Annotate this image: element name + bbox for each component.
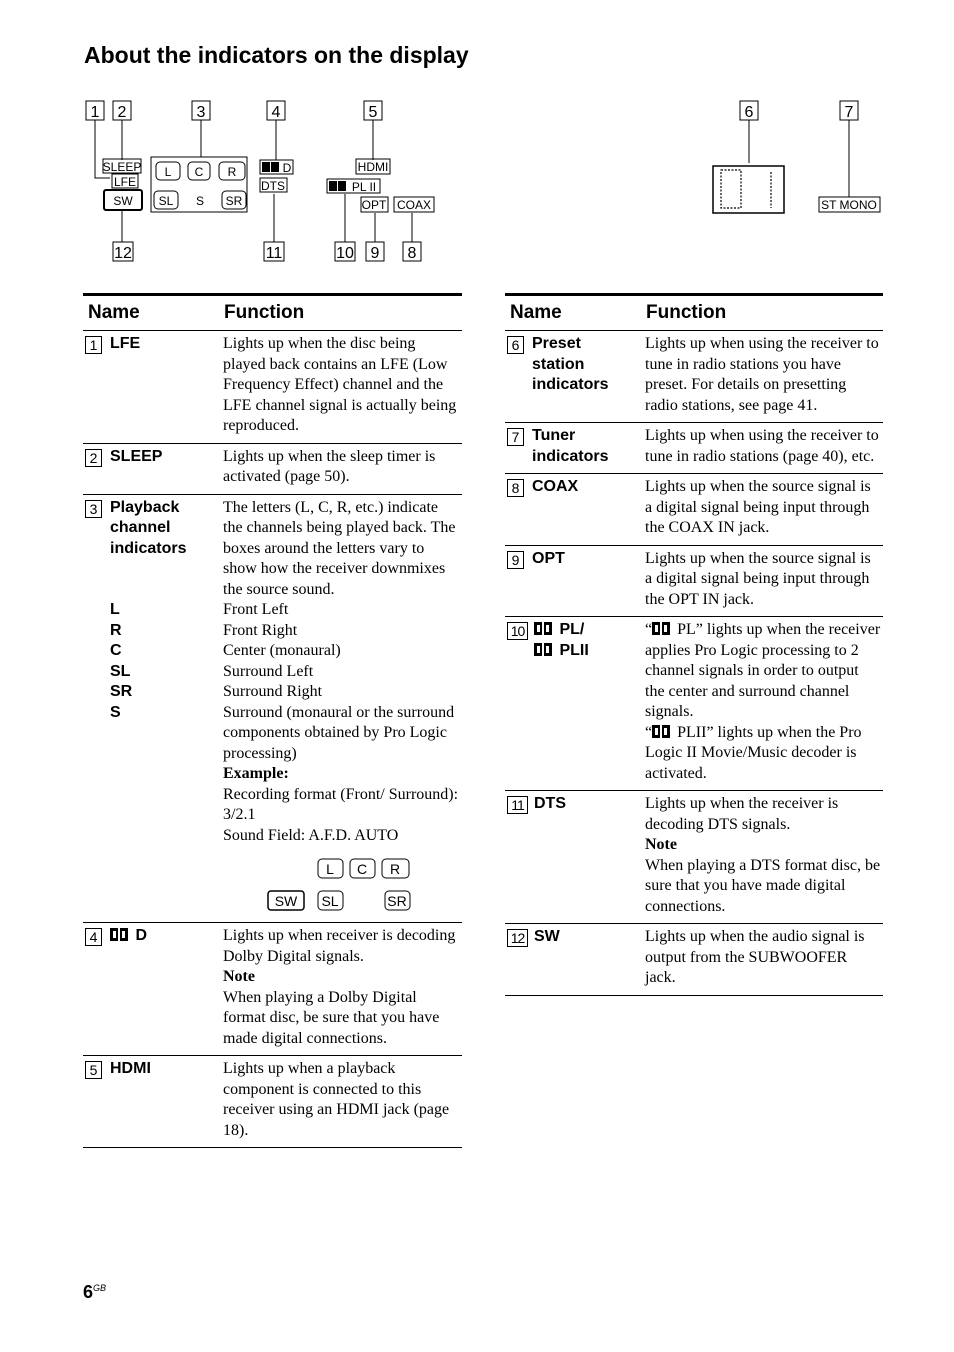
dts-indicator: DTS: [261, 179, 285, 193]
table-row: [505, 791, 883, 924]
row-number: 8: [507, 479, 524, 497]
row-function: Lights up when the source signal is a digital signal being input through the COAX IN jack.: [641, 474, 883, 546]
function-header: Function: [641, 295, 883, 331]
sleep-indicator: SLEEP: [102, 160, 142, 174]
note-heading: Note: [223, 968, 255, 985]
row-name-line: Preset: [532, 335, 581, 352]
page-number: [83, 1282, 106, 1303]
callout-8: 8: [407, 245, 417, 262]
row-name: SW: [534, 928, 560, 945]
row-number: 7: [507, 428, 524, 446]
row-function: PL” lights up when the receiver applies Pro Logic processing to 2 channel signals in order to output the center and surround channel signals.: [645, 621, 881, 720]
row-function: Lights up when a playback component is connected to this receiver using an HDMI jack (page 18).: [219, 1056, 462, 1148]
display-diagram: [0, 90, 954, 280]
row-name: PLII: [559, 641, 589, 659]
table-row: [505, 474, 883, 546]
row-number: 2: [85, 449, 102, 467]
lfe-indicator: LFE: [113, 175, 137, 189]
callout-11: 11: [265, 245, 283, 262]
name-header: Name: [83, 295, 219, 331]
channel-code: SL: [110, 662, 131, 680]
table-row: [83, 443, 462, 494]
dolby-double-d-icon: [534, 643, 552, 656]
row-function: The letters (L, C, R, etc.) indicate the channels being played back. The boxes around the letters vary to show how the receiver downmixes the source sound.: [223, 498, 456, 598]
row-name-line: indicators: [532, 447, 609, 465]
row-number: 9: [507, 551, 524, 569]
example-l: L: [326, 861, 334, 877]
table-row: [505, 545, 883, 617]
table-row: [83, 331, 462, 444]
row-number: 12: [507, 929, 528, 947]
channel-desc: Surround (monaural or the surround components obtained by Pro Logic processing): [223, 703, 455, 762]
l-indicator: L: [164, 165, 172, 179]
row-name-line: channel: [110, 519, 171, 536]
indicators-table-left: [83, 293, 462, 1148]
channel-code: L: [110, 601, 120, 618]
callout-7: 7: [844, 104, 854, 121]
example-c: C: [356, 861, 368, 877]
dolby-double-d-icon: [652, 622, 670, 635]
callout-5: 5: [368, 104, 378, 121]
row-name-line: Tuner: [532, 427, 576, 444]
row-function: Lights up when using the receiver to tune in radio stations (page 40), etc.: [641, 423, 883, 474]
channel-code: S: [110, 703, 121, 721]
row-name: OPT: [532, 549, 565, 567]
row-function: Lights up when the disc being played back contains an LFE (Low Frequency Effect) channel and the LFE channel signal is actually being reproduced.: [219, 331, 462, 444]
c-indicator: C: [194, 165, 204, 179]
example-heading: Example:: [223, 765, 289, 782]
example-sr: SR: [387, 893, 407, 909]
quote-open: “: [645, 723, 653, 741]
example-sw: SW: [274, 893, 298, 909]
sw-indicator: SW: [113, 194, 133, 208]
row-number: 6: [507, 336, 524, 354]
table-row: [505, 331, 883, 423]
row-function: Lights up when the receiver is decoding DTS signals.: [645, 795, 839, 833]
row-name: HDMI: [110, 1060, 151, 1077]
example-channel-diagram: [223, 846, 463, 916]
row-number: 4: [85, 928, 102, 946]
note-text: When playing a DTS format disc, be sure that you have made digital connections.: [645, 856, 881, 915]
row-number: 5: [85, 1061, 102, 1079]
note-text: When playing a Dolby Digital format disc, be sure that you have made digital connections.: [223, 988, 440, 1047]
hdmi-indicator: HDMI: [357, 160, 389, 174]
example-line: Sound Field: A.F.D. AUTO: [223, 826, 399, 844]
row-number: 10: [507, 622, 528, 640]
row-name-line: station: [532, 355, 585, 373]
s-indicator: S: [195, 194, 205, 208]
callout-6: 6: [744, 104, 754, 121]
st-mono-indicator: ST MONO: [821, 198, 877, 212]
channel-desc: Front Left: [223, 601, 289, 618]
quote-open: “: [645, 621, 653, 638]
row-function: Lights up when the audio signal is output from the SUBWOOFER jack.: [641, 924, 883, 996]
coax-indicator: COAX: [396, 198, 432, 212]
dolby-double-d-icon: [534, 622, 552, 635]
table-row: [505, 924, 883, 996]
name-header: Name: [505, 295, 641, 331]
example-line: Recording format (Front/ Surround): 3/2.1: [223, 785, 459, 823]
row-name: DTS: [534, 795, 566, 812]
callout-3: 3: [196, 104, 206, 121]
channel-desc: Surround Right: [223, 683, 323, 700]
example-r: R: [389, 861, 401, 877]
table-row: [505, 423, 883, 474]
indicators-table-right: [505, 293, 883, 996]
example-sl: SL: [321, 893, 339, 909]
row-function: Lights up when the source signal is a digital signal being input through the OPT IN jack.: [641, 545, 883, 617]
channel-desc: Center (monaural): [223, 642, 341, 659]
sr-indicator: SR: [225, 194, 243, 208]
callout-1: 1: [90, 104, 100, 121]
table-row: [83, 923, 462, 1056]
row-name-line: indicators: [532, 376, 609, 393]
callout-2: 2: [117, 104, 127, 121]
callout-9: 9: [370, 245, 380, 262]
dolby-double-d-icon: [110, 928, 128, 941]
row-name: D: [135, 927, 148, 944]
callout-4: 4: [271, 104, 281, 121]
sl-indicator: SL: [158, 194, 174, 208]
pro-logic-indicator: PL II: [351, 180, 377, 194]
table-row: [83, 1056, 462, 1148]
dolby-digital-indicator: D: [282, 161, 292, 175]
channel-desc: Surround Left: [223, 662, 314, 680]
channel-code: R: [110, 621, 122, 639]
r-indicator: R: [227, 165, 237, 179]
row-number: 3: [85, 500, 102, 518]
channel-code: SR: [110, 683, 133, 700]
table-row: [83, 494, 462, 923]
channel-desc: Front Right: [223, 621, 298, 639]
page-suffix: GB: [93, 1283, 107, 1293]
note-heading: Note: [645, 836, 677, 853]
row-name: PL/: [559, 621, 585, 638]
table-row: [505, 617, 883, 791]
channel-code: C: [110, 642, 122, 659]
callout-10: 10: [336, 245, 354, 262]
dolby-double-d-icon: [652, 725, 670, 738]
opt-indicator: OPT: [361, 198, 387, 212]
row-number: 1: [85, 336, 102, 354]
row-name: COAX: [532, 478, 579, 495]
callout-12: 12: [114, 245, 132, 262]
page-title: About the indicators on the display: [84, 42, 469, 68]
page-number-value: 6: [83, 1282, 94, 1302]
row-function: Lights up when using the receiver to tune in radio stations you have preset. For details on presetting radio stations, see page 41.: [641, 331, 883, 423]
row-name: SLEEP: [110, 447, 163, 465]
row-function: Lights up when the sleep timer is activated (page 50).: [219, 443, 462, 494]
row-name-line: indicators: [110, 539, 187, 557]
row-number: 11: [507, 796, 528, 814]
row-function: PLII” lights up when the Pro Logic II Movie/Music decoder is activated.: [645, 723, 862, 782]
row-function: Lights up when receiver is decoding Dolby Digital signals.: [223, 927, 456, 965]
row-name: LFE: [110, 335, 141, 352]
row-name-line: Playback: [110, 498, 180, 516]
function-header: Function: [219, 295, 462, 331]
